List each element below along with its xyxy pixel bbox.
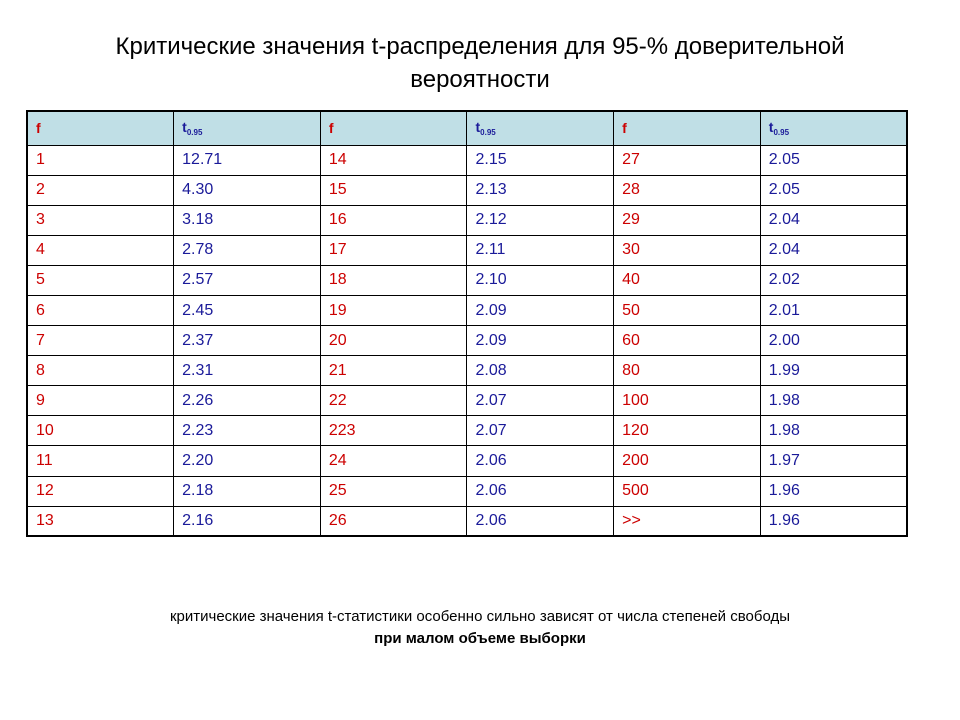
- t-value-cell: 2.00: [760, 326, 907, 356]
- t-value-cell: 2.06: [467, 506, 614, 536]
- table-row: [27, 205, 907, 235]
- f-value-cell: 9: [27, 386, 174, 416]
- table-row: [27, 175, 907, 205]
- f-value-cell: 17: [320, 235, 467, 265]
- f-value-cell: 40: [614, 265, 761, 295]
- f-value-cell: 29: [614, 205, 761, 235]
- t-value-cell: 2.09: [467, 326, 614, 356]
- t-value-cell: 1.96: [760, 476, 907, 506]
- f-value-cell: 200: [614, 446, 761, 476]
- table-row: [27, 506, 907, 536]
- f-value-cell: 24: [320, 446, 467, 476]
- t-value-cell: 2.13: [467, 175, 614, 205]
- f-value-cell: 11: [27, 446, 174, 476]
- column-header-t: $t_{0.95}$: [760, 111, 907, 145]
- table-row: [27, 416, 907, 446]
- t-value-cell: 2.26: [174, 386, 321, 416]
- f-value-cell: 1: [27, 145, 174, 175]
- t-value-cell: 2.02: [760, 265, 907, 295]
- table-body: [27, 145, 907, 536]
- f-value-cell: 10: [27, 416, 174, 446]
- f-value-cell: 19: [320, 295, 467, 325]
- t-value-cell: 2.18: [174, 476, 321, 506]
- f-value-cell: 223: [320, 416, 467, 446]
- f-value-cell: 120: [614, 416, 761, 446]
- t-value-cell: 2.07: [467, 416, 614, 446]
- t-value-cell: 2.06: [467, 446, 614, 476]
- t-value-cell: 2.04: [760, 235, 907, 265]
- table-row: [27, 326, 907, 356]
- f-value-cell: 22: [320, 386, 467, 416]
- t-value-cell: 2.37: [174, 326, 321, 356]
- f-value-cell: 50: [614, 295, 761, 325]
- column-header-f: f: [614, 111, 761, 145]
- t-value-cell: 2.12: [467, 205, 614, 235]
- t-value-cell: 2.11: [467, 235, 614, 265]
- t-value-cell: 2.78: [174, 235, 321, 265]
- t-value-cell: 2.31: [174, 356, 321, 386]
- title-line-2: вероятности: [410, 66, 550, 93]
- title-line-1: Критические значения t-распределения для 95-% доверительной: [115, 33, 845, 60]
- t-value-cell: 2.09: [467, 295, 614, 325]
- f-value-cell: 100: [614, 386, 761, 416]
- table-row: [27, 265, 907, 295]
- t-value-cell: 2.20: [174, 446, 321, 476]
- column-header-t: $t_{0.95}$: [467, 111, 614, 145]
- t-value-cell: 1.96: [760, 506, 907, 536]
- f-value-cell: 3: [27, 205, 174, 235]
- t-value-cell: 3.18: [174, 205, 321, 235]
- f-value-cell: 2: [27, 175, 174, 205]
- column-header-t: $t_{0.95}$: [174, 111, 321, 145]
- f-value-cell: 500: [614, 476, 761, 506]
- f-value-cell: 25: [320, 476, 467, 506]
- f-value-cell: 20: [320, 326, 467, 356]
- f-value-cell: 6: [27, 295, 174, 325]
- slide-title: [40, 30, 920, 96]
- t-value-cell: 2.45: [174, 295, 321, 325]
- f-value-cell: 26: [320, 506, 467, 536]
- table-row: [27, 446, 907, 476]
- f-value-cell: 21: [320, 356, 467, 386]
- f-value-cell: 4: [27, 235, 174, 265]
- table-header-row: [27, 111, 907, 145]
- f-value-cell: 30: [614, 235, 761, 265]
- t-value-cell: 2.06: [467, 476, 614, 506]
- table-row: [27, 295, 907, 325]
- t-value-cell: 2.15: [467, 145, 614, 175]
- f-value-cell: >>: [614, 506, 761, 536]
- column-header-f: f: [27, 111, 174, 145]
- f-value-cell: 14: [320, 145, 467, 175]
- f-value-cell: 80: [614, 356, 761, 386]
- footnote-line-1: критические значения t-статистики особенно сильно зависят от числа степеней свободы: [169, 608, 791, 625]
- t-value-cell: 2.04: [760, 205, 907, 235]
- f-value-cell: 7: [27, 326, 174, 356]
- t-value-cell: 2.08: [467, 356, 614, 386]
- t-value-cell: 2.05: [760, 145, 907, 175]
- f-value-cell: 8: [27, 356, 174, 386]
- t-value-cell: 2.23: [174, 416, 321, 446]
- table-row: [27, 356, 907, 386]
- f-value-cell: 15: [320, 175, 467, 205]
- f-value-cell: 60: [614, 326, 761, 356]
- footnote: [40, 606, 920, 650]
- t-value-cell: 1.98: [760, 416, 907, 446]
- f-value-cell: 16: [320, 205, 467, 235]
- t-value-cell: 1.97: [760, 446, 907, 476]
- f-value-cell: 13: [27, 506, 174, 536]
- t-value-cell: 12.71: [174, 145, 321, 175]
- t-value-cell: 2.01: [760, 295, 907, 325]
- t-value-cell: 2.57: [174, 265, 321, 295]
- t-distribution-table: [26, 110, 908, 537]
- t-value-cell: 1.99: [760, 356, 907, 386]
- t-value-cell: 4.30: [174, 175, 321, 205]
- f-value-cell: 28: [614, 175, 761, 205]
- f-value-cell: 18: [320, 265, 467, 295]
- f-value-cell: 5: [27, 265, 174, 295]
- f-value-cell: 27: [614, 145, 761, 175]
- t-value-cell: 2.10: [467, 265, 614, 295]
- table-row: [27, 145, 907, 175]
- table-row: [27, 386, 907, 416]
- column-header-f: f: [320, 111, 467, 145]
- footnote-line-2: при малом объеме выборки: [374, 630, 586, 647]
- table-row: [27, 235, 907, 265]
- f-value-cell: 12: [27, 476, 174, 506]
- t-value-cell: 2.05: [760, 175, 907, 205]
- t-value-cell: 1.98: [760, 386, 907, 416]
- table-row: [27, 476, 907, 506]
- t-value-cell: 2.07: [467, 386, 614, 416]
- t-value-cell: 2.16: [174, 506, 321, 536]
